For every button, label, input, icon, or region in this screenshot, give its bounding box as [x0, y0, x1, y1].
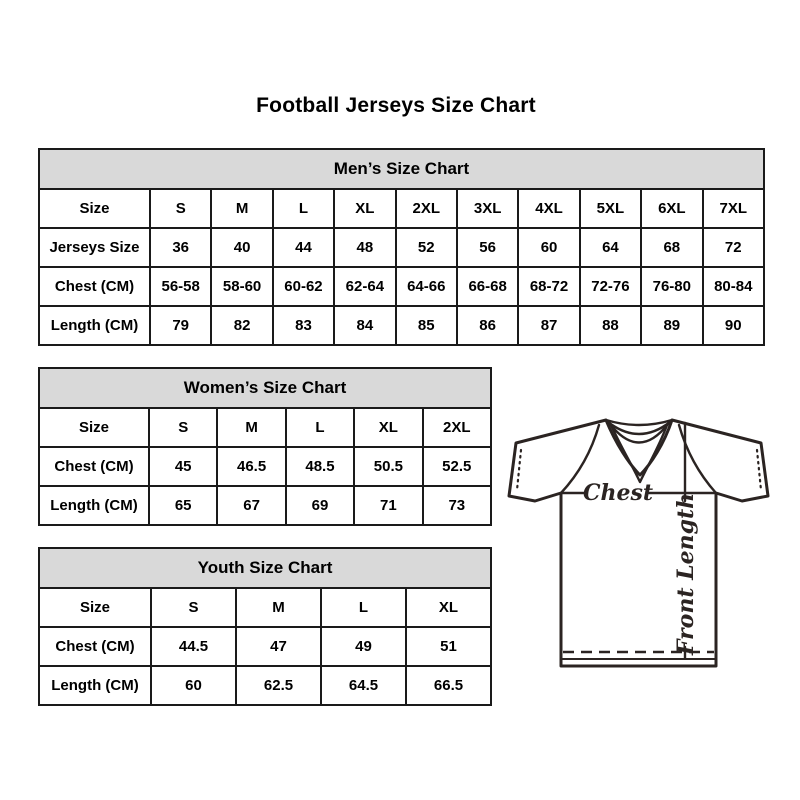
size-column-header: L — [321, 588, 406, 627]
size-value-cell: 64.5 — [321, 666, 406, 705]
row-label-cell: Length (CM) — [39, 666, 151, 705]
size-value-cell: 64-66 — [396, 267, 457, 306]
size-value-cell: 86 — [457, 306, 518, 345]
row-label-cell: Chest (CM) — [39, 267, 150, 306]
size-value-cell: 56-58 — [150, 267, 211, 306]
size-value-cell: 71 — [354, 486, 422, 525]
size-column-header: 5XL — [580, 189, 641, 228]
size-column-header: 7XL — [703, 189, 764, 228]
size-value-cell: 44.5 — [151, 627, 236, 666]
size-value-cell: 69 — [286, 486, 354, 525]
size-column-header: 6XL — [641, 189, 702, 228]
size-value-cell: 46.5 — [217, 447, 285, 486]
size-value-cell: 85 — [396, 306, 457, 345]
size-value-cell: 47 — [236, 627, 321, 666]
size-value-cell: 62-64 — [334, 267, 395, 306]
size-value-cell: 72-76 — [580, 267, 641, 306]
size-value-cell: 73 — [423, 486, 491, 525]
row-label-cell: Length (CM) — [39, 486, 149, 525]
youth-table-title: Youth Size Chart — [39, 548, 491, 588]
men-column-header-row — [39, 189, 764, 228]
size-column-header: 2XL — [396, 189, 457, 228]
women-size-table — [38, 367, 492, 526]
youth-size-chart-table — [38, 547, 492, 706]
row-label-header: Size — [39, 408, 149, 447]
women-table-row — [39, 486, 491, 525]
size-value-cell: 68-72 — [518, 267, 579, 306]
size-value-cell: 66-68 — [457, 267, 518, 306]
size-value-cell: 82 — [211, 306, 272, 345]
size-column-header: XL — [406, 588, 491, 627]
size-column-header: 4XL — [518, 189, 579, 228]
size-value-cell: 79 — [150, 306, 211, 345]
size-value-cell: 84 — [334, 306, 395, 345]
size-value-cell: 52 — [396, 228, 457, 267]
row-label-header: Size — [39, 189, 150, 228]
row-label-cell: Length (CM) — [39, 306, 150, 345]
men-table-row — [39, 267, 764, 306]
size-value-cell: 51 — [406, 627, 491, 666]
size-value-cell: 72 — [703, 228, 764, 267]
size-column-header: M — [236, 588, 321, 627]
size-column-header: S — [150, 189, 211, 228]
youth-table-title-row — [39, 548, 491, 588]
youth-column-header-row — [39, 588, 491, 627]
women-table-title: Women’s Size Chart — [39, 368, 491, 408]
size-value-cell: 50.5 — [354, 447, 422, 486]
size-column-header: L — [273, 189, 334, 228]
size-value-cell: 64 — [580, 228, 641, 267]
size-value-cell: 60 — [151, 666, 236, 705]
size-value-cell: 60-62 — [273, 267, 334, 306]
collar-top-edge — [606, 420, 672, 425]
womens-size-chart-table — [38, 367, 492, 526]
youth-table-row — [39, 666, 491, 705]
size-value-cell: 40 — [211, 228, 272, 267]
size-column-header: S — [151, 588, 236, 627]
size-value-cell: 36 — [150, 228, 211, 267]
jersey-measurement-diagram — [500, 400, 780, 690]
size-value-cell: 48.5 — [286, 447, 354, 486]
size-value-cell: 76-80 — [641, 267, 702, 306]
jersey-outline — [509, 420, 768, 666]
women-table-row — [39, 447, 491, 486]
row-label-cell: Chest (CM) — [39, 627, 151, 666]
size-column-header: M — [211, 189, 272, 228]
size-value-cell: 87 — [518, 306, 579, 345]
men-table-row — [39, 228, 764, 267]
front-length-label: Front Length — [673, 492, 699, 656]
size-value-cell: 68 — [641, 228, 702, 267]
size-value-cell: 44 — [273, 228, 334, 267]
size-value-cell: 49 — [321, 627, 406, 666]
women-table-title-row — [39, 368, 491, 408]
row-label-header: Size — [39, 588, 151, 627]
size-column-header: S — [149, 408, 217, 447]
size-value-cell: 89 — [641, 306, 702, 345]
men-table-title: Men’s Size Chart — [39, 149, 764, 189]
mens-size-chart-table — [38, 148, 765, 346]
men-table-row — [39, 306, 764, 345]
women-column-header-row — [39, 408, 491, 447]
size-value-cell: 58-60 — [211, 267, 272, 306]
size-value-cell: 45 — [149, 447, 217, 486]
size-column-header: XL — [354, 408, 422, 447]
size-column-header: 3XL — [457, 189, 518, 228]
size-value-cell: 67 — [217, 486, 285, 525]
size-value-cell: 65 — [149, 486, 217, 525]
row-label-cell: Jerseys Size — [39, 228, 150, 267]
size-value-cell: 62.5 — [236, 666, 321, 705]
size-value-cell: 88 — [580, 306, 641, 345]
size-column-header: M — [217, 408, 285, 447]
size-value-cell: 90 — [703, 306, 764, 345]
size-value-cell: 52.5 — [423, 447, 491, 486]
size-value-cell: 83 — [273, 306, 334, 345]
size-value-cell: 80-84 — [703, 267, 764, 306]
men-table-title-row — [39, 149, 764, 189]
chest-label: Chest — [582, 480, 654, 506]
youth-size-table — [38, 547, 492, 706]
men-size-table — [38, 148, 765, 346]
size-column-header: L — [286, 408, 354, 447]
page-title: Football Jerseys Size Chart — [256, 94, 536, 117]
size-value-cell: 60 — [518, 228, 579, 267]
size-column-header: XL — [334, 189, 395, 228]
size-value-cell: 66.5 — [406, 666, 491, 705]
size-column-header: 2XL — [423, 408, 491, 447]
size-value-cell: 56 — [457, 228, 518, 267]
youth-table-row — [39, 627, 491, 666]
row-label-cell: Chest (CM) — [39, 447, 149, 486]
size-value-cell: 48 — [334, 228, 395, 267]
